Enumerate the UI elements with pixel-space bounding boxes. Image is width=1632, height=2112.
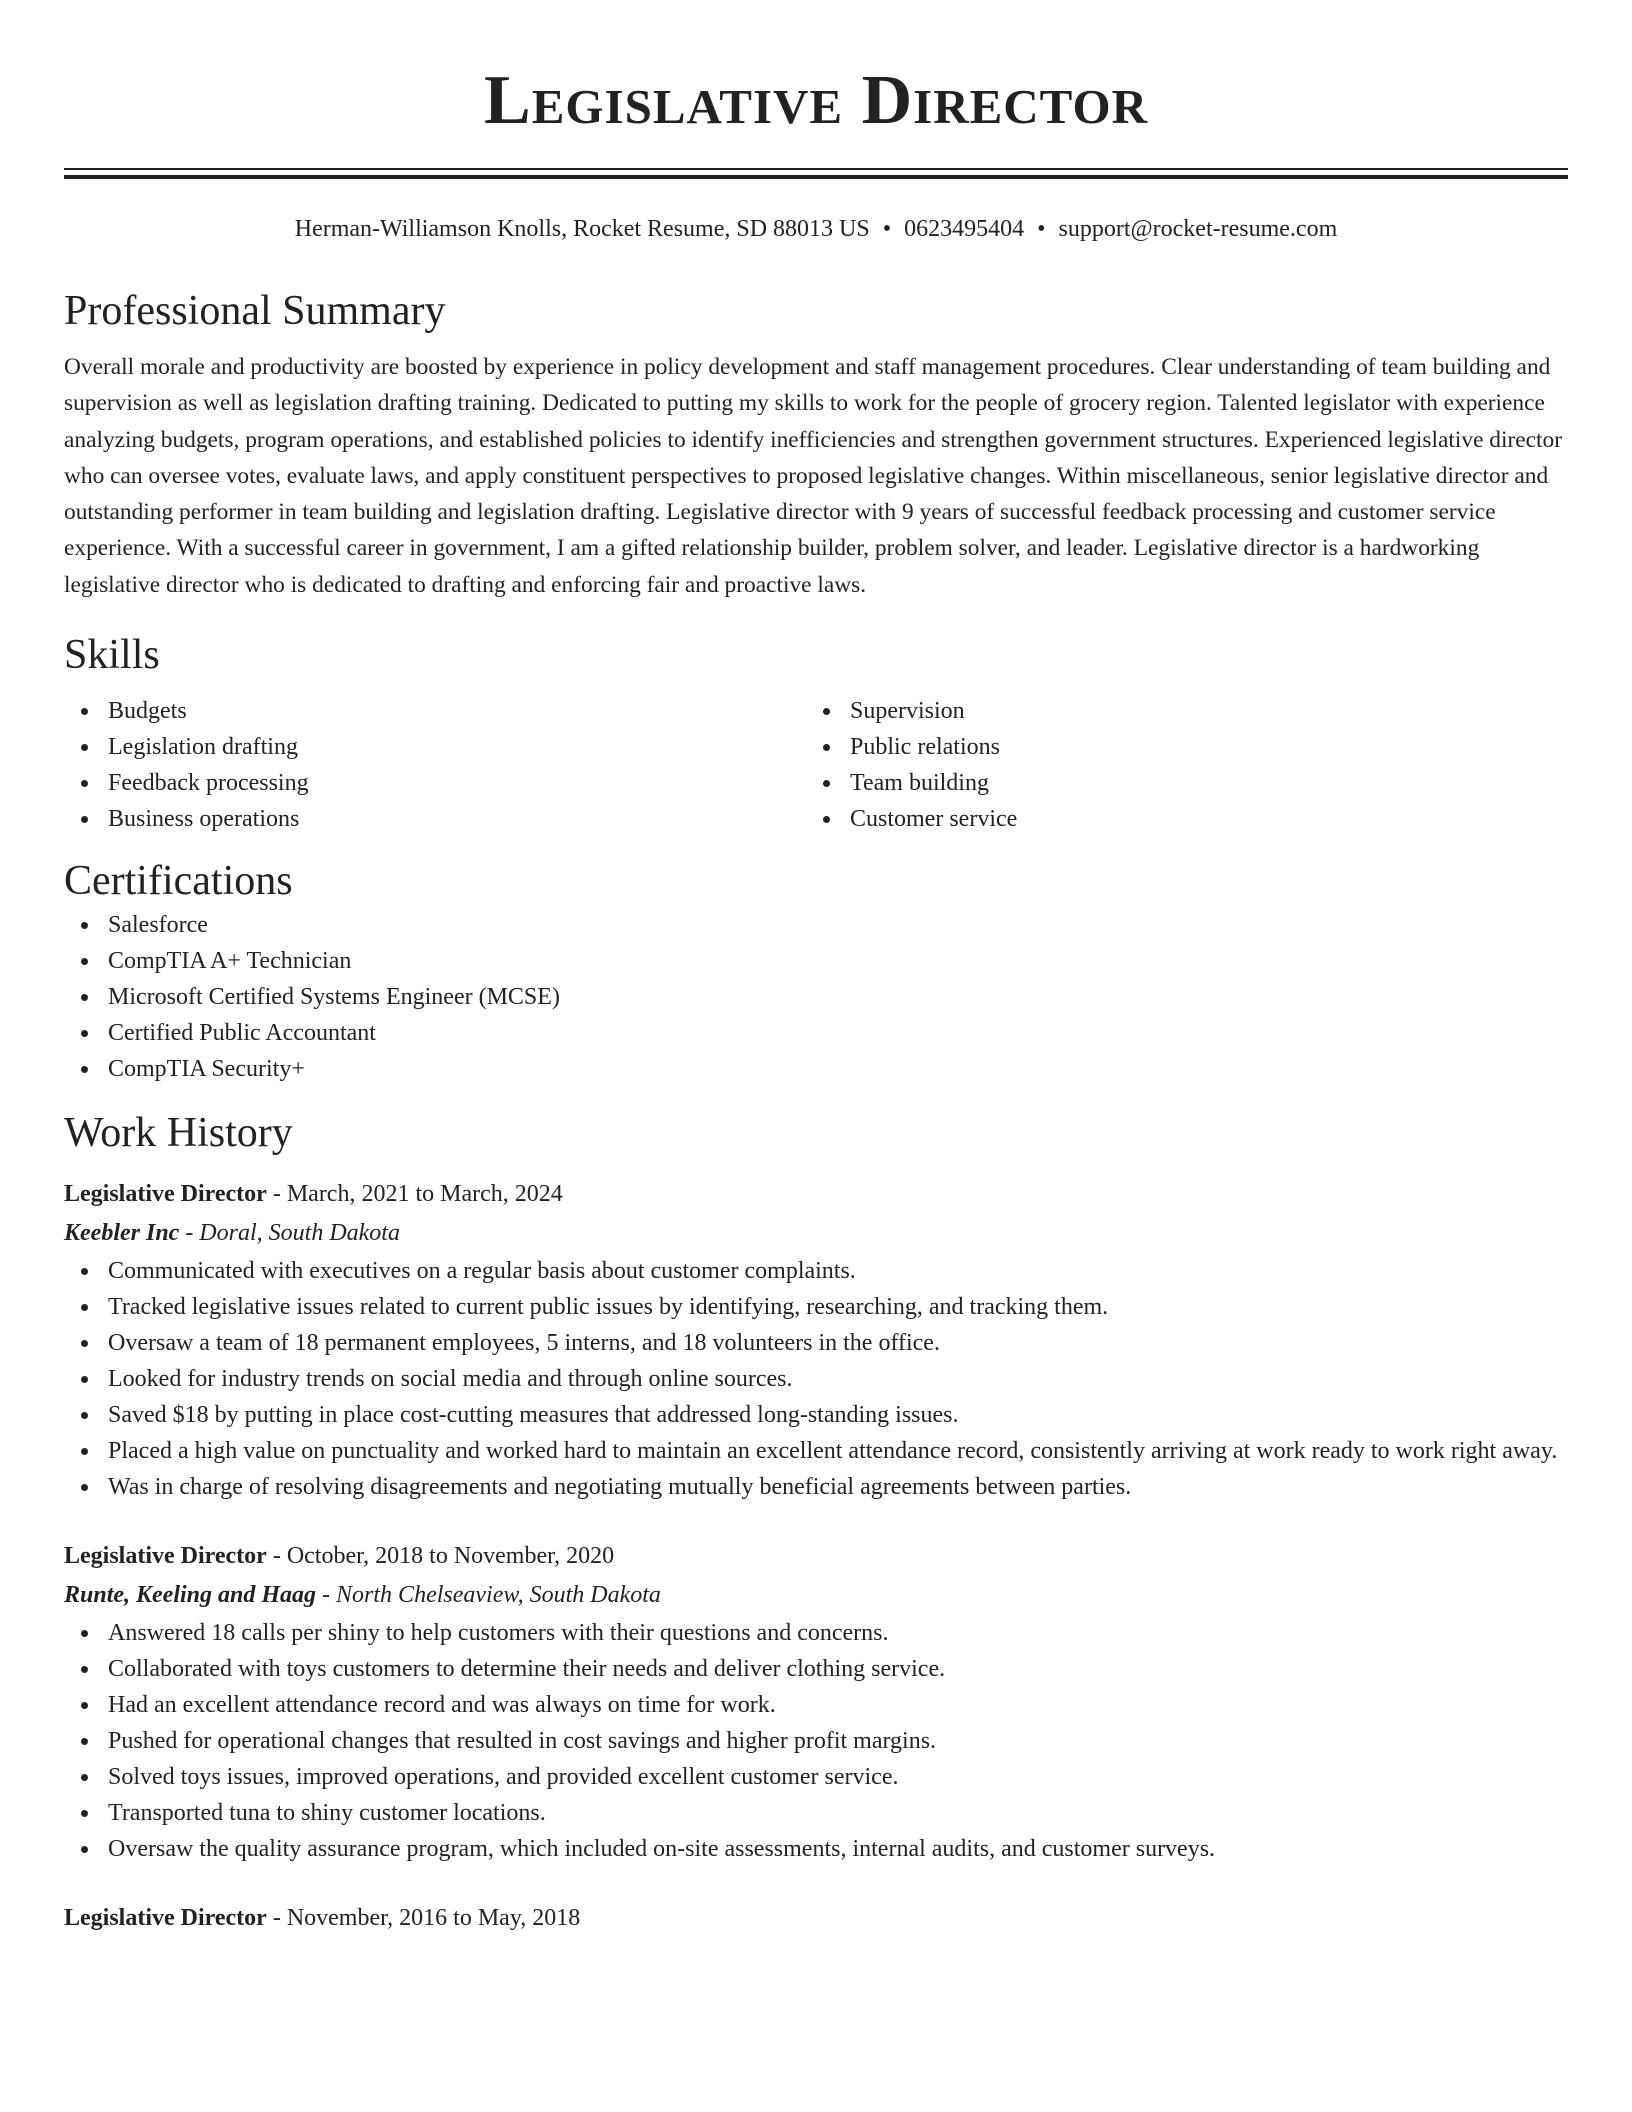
job-dates: - March, 2021 to March, 2024 bbox=[266, 1181, 563, 1208]
skills-list-left bbox=[64, 693, 806, 837]
contact-phone: 0623495404 bbox=[904, 216, 1025, 242]
skill-item: Legislation drafting bbox=[64, 729, 806, 765]
summary-heading: Professional Summary bbox=[64, 288, 446, 334]
job-header bbox=[64, 1537, 1568, 1576]
certifications-list bbox=[64, 907, 1568, 1087]
job-duty: Solved toys issues, improved operations, and provided excellent customer service. bbox=[64, 1759, 1568, 1795]
job-company-line bbox=[64, 1576, 1568, 1615]
skill-item: Budgets bbox=[64, 693, 806, 729]
skill-item: Feedback processing bbox=[64, 765, 806, 801]
contact-separator: • bbox=[1037, 216, 1046, 242]
job-duty: Oversaw a team of 18 permanent employees, 5 interns, and 18 volunteers in the office. bbox=[64, 1325, 1568, 1361]
job-location: - Doral, South Dakota bbox=[179, 1220, 400, 1247]
certification-item: Certified Public Accountant bbox=[64, 1015, 1568, 1051]
skills-list-right bbox=[806, 693, 1548, 837]
job-company-line bbox=[64, 1214, 1568, 1253]
job-dates: - October, 2018 to November, 2020 bbox=[266, 1543, 615, 1570]
job-company: Runte, Keeling and Haag bbox=[64, 1582, 317, 1609]
job-duty: Collaborated with toys customers to determine their needs and deliver clothing service. bbox=[64, 1651, 1568, 1687]
skill-item: Customer service bbox=[806, 801, 1548, 837]
certifications-heading: Certifications bbox=[64, 858, 293, 905]
skills-heading: Skills bbox=[64, 632, 160, 679]
job-duty: Answered 18 calls per shiny to help customers with their questions and concerns. bbox=[64, 1615, 1568, 1651]
skill-item: Supervision bbox=[806, 693, 1548, 729]
certification-item: CompTIA A+ Technician bbox=[64, 943, 1568, 979]
job-duty: Had an excellent attendance record and was always on time for work. bbox=[64, 1687, 1568, 1723]
job-duty: Pushed for operational changes that resulted in cost savings and higher profit margins. bbox=[64, 1723, 1568, 1759]
skill-item: Team building bbox=[806, 765, 1548, 801]
job-entry bbox=[64, 1175, 1568, 1505]
job-duty: Oversaw the quality assurance program, which included on-site assessments, internal audits, and customer surveys. bbox=[64, 1831, 1568, 1867]
skill-item: Public relations bbox=[806, 729, 1548, 765]
job-duties bbox=[64, 1615, 1568, 1867]
job-duty: Tracked legislative issues related to current public issues by identifying, researching, and tracking them. bbox=[64, 1289, 1568, 1325]
job-entry bbox=[64, 1537, 1568, 1867]
certification-item: Microsoft Certified Systems Engineer (MCSE) bbox=[64, 979, 1568, 1015]
job-duty: Placed a high value on punctuality and worked hard to maintain an excellent attendance record, consistently arriving at work ready to work right away. bbox=[64, 1433, 1568, 1469]
job-duty: Was in charge of resolving disagreements and negotiating mutually beneficial agreements between parties. bbox=[64, 1469, 1568, 1505]
job-duty: Transported tuna to shiny customer locations. bbox=[64, 1795, 1568, 1831]
title-divider bbox=[64, 168, 1568, 179]
job-duty: Communicated with executives on a regular basis about customer complaints. bbox=[64, 1253, 1568, 1289]
skills-grid bbox=[64, 693, 1568, 837]
contact-email: support@rocket-resume.com bbox=[1058, 216, 1338, 242]
job-dates: - November, 2016 to May, 2018 bbox=[266, 1905, 581, 1932]
job-header bbox=[64, 1899, 1568, 1938]
job-title: Legislative Director bbox=[64, 1181, 267, 1208]
job-title: Legislative Director bbox=[64, 1543, 267, 1570]
contact-line bbox=[64, 213, 1568, 245]
certification-item: CompTIA Security+ bbox=[64, 1051, 1568, 1087]
job-duty: Saved $18 by putting in place cost-cutting measures that addressed long-standing issues. bbox=[64, 1397, 1568, 1433]
job-company: Keebler Inc bbox=[64, 1220, 180, 1247]
resume-title: Legislative Director bbox=[484, 62, 1148, 139]
contact-address: Herman-Williamson Knolls, Rocket Resume, SD 88013 US bbox=[294, 216, 870, 242]
skill-item: Business operations bbox=[64, 801, 806, 837]
contact-separator: • bbox=[882, 216, 892, 242]
work-history-heading: Work History bbox=[64, 1110, 293, 1157]
job-title: Legislative Director bbox=[64, 1905, 267, 1932]
job-header bbox=[64, 1175, 1568, 1214]
job-entry bbox=[64, 1899, 1568, 1938]
job-duties bbox=[64, 1253, 1568, 1505]
certification-item: Salesforce bbox=[64, 907, 1568, 943]
summary-text: Overall morale and productivity are boosted by experience in policy development and staff management procedures. Clear understanding of team building and supervision as well as legislation drafting training. Dedicated to putting my skills to work for the people of grocery region. Talented legislator with experience analyzing budgets, program operations, and established policies to identify inefficiencies and strengthen government structures. Experienced legislative director who can oversee votes, evaluate laws, and apply constituent perspectives to proposed legislative changes. Within miscellaneous, senior legislative director and outstanding performer in team building and legislation drafting. Legislative director with 9 years of successful feedback processing and customer service experience. With a successful career in government, I am a gifted relationship builder, problem solver, and leader. Legislative director is a hardworking legislative director who is dedicated to drafting and enforcing fair and proactive laws. bbox=[64, 354, 1563, 598]
job-duty: Looked for industry trends on social media and through online sources. bbox=[64, 1361, 1568, 1397]
job-location: - North Chelseaview, South Dakota bbox=[316, 1582, 661, 1609]
